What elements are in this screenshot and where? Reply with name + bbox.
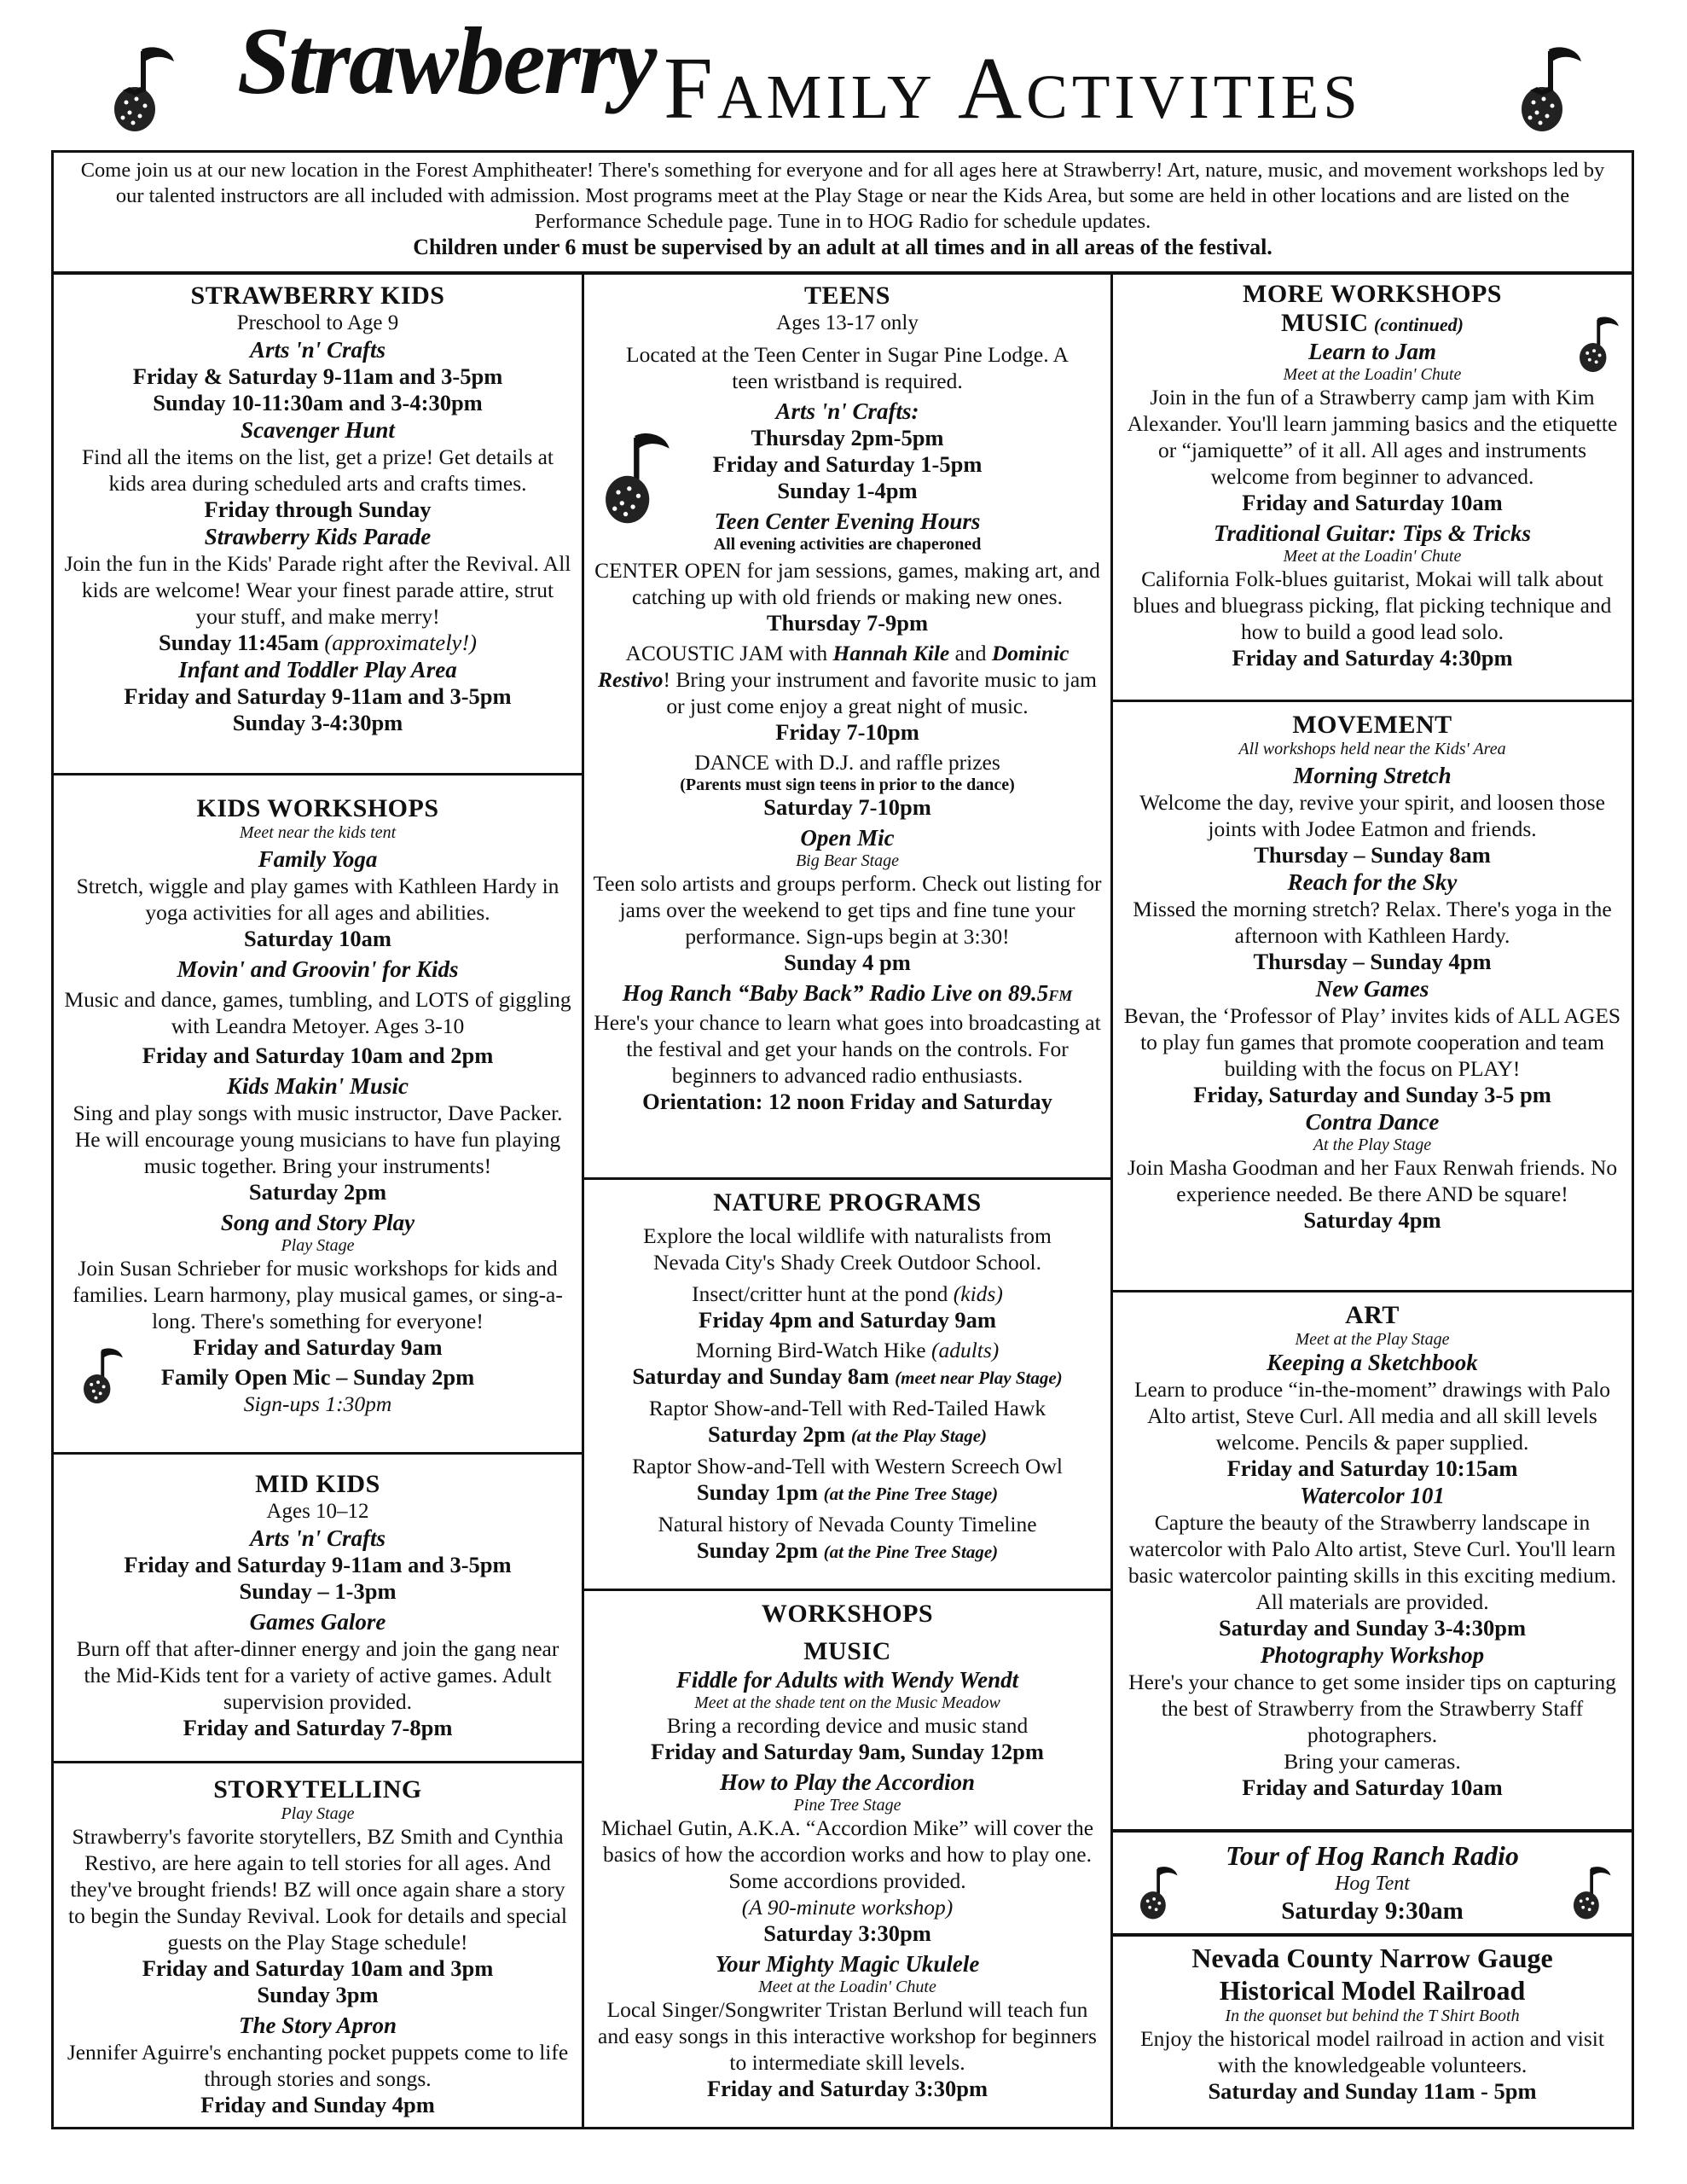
activity-time: Saturday 9:30am: [1281, 1897, 1464, 1925]
activity-time: Thursday 2pm-5pm: [751, 425, 944, 450]
fm-label: FM: [1048, 987, 1073, 1004]
location-note: (meet near Play Stage): [895, 1368, 1063, 1388]
activity-desc: CENTER OPEN for jam sessions, games, making art, and catching up with old friends or making new ones.: [594, 558, 1100, 609]
title-caps: Family Activities: [664, 39, 1362, 137]
activity-desc: Jennifer Aguirre's enchanting pocket puppets come to life through stories and songs.: [67, 2040, 569, 2091]
activity-time: Saturday 7-10pm: [763, 794, 931, 820]
continued-note: (continued): [1373, 314, 1464, 335]
activity-desc: DANCE with D.J. and raffle prizes: [694, 750, 1000, 775]
duration-note: (A 90-minute workshop): [741, 1895, 954, 1920]
activity-time: [62, 630, 573, 656]
activity-title: Strawberry Kids Parade: [204, 524, 432, 549]
activity-desc: Stretch, wiggle and play games with Kathleen Hardy in yoga activities for all ages and abilities.: [76, 874, 559, 925]
age-range: Ages 13-17 only: [776, 311, 919, 334]
strawberry-note-icon: [1508, 43, 1585, 136]
subsection-heading: MUSIC: [803, 1637, 891, 1665]
music-label: MUSIC: [1280, 309, 1369, 337]
activity-title: Reach for the Sky: [1287, 869, 1458, 895]
activity-desc: Missed the morning stretch? Relax. There's yoga in the afternoon with Kathleen Hardy.: [1133, 897, 1612, 948]
activity-time: Friday and Saturday 10:15am: [1226, 1455, 1518, 1481]
location-text: Located at the Teen Center in Sugar Pine Lodge. A teen wristband is required.: [626, 342, 1069, 393]
activity-time: Saturday 4pm: [1303, 1207, 1441, 1233]
activity-time: [593, 1537, 1102, 1565]
time-text: Sunday 2pm: [696, 1537, 824, 1563]
audience-note: (kids): [953, 1281, 1003, 1306]
intro-text: Come join us at our new location in the Forest Amphitheater! There's something for everyone and for all ages here at Strawberry! Art, nature, music, and movement workshops led by our talented instructors are all included with admission. Most programs meet at the Play Stage or near the Kids Area, but some are held in other locations and are listed on the Performance Schedule page. Tune in to HOG Radio for schedule updates.: [80, 159, 1605, 233]
activity-desc: [593, 1281, 1102, 1307]
activity-desc: Local Singer/Songwriter Tristan Berlund will teach fun and easy songs in this interactive workshop for beginners to intermediate skill levels.: [598, 1997, 1097, 2075]
activity-desc: Michael Gutin, A.K.A. “Accordion Mike” will cover the basics of how the accordion works and how to play one. Some accordions provided.: [600, 1815, 1094, 1893]
activity-time: Friday 4pm and Saturday 9am: [699, 1307, 996, 1333]
activity-desc: Strawberry's favorite storytellers, BZ Smith and Cynthia Restivo, are here again to tell stories for all ages. And they've brought friends! BZ will once again share a story to begin the Sunday Revival. Look for details and special guests on the Play Stage schedule!: [68, 1824, 567, 1955]
activity-title: How to Play the Accordion: [720, 1769, 975, 1795]
section-more-workshops: [1113, 275, 1632, 700]
activity-time: Friday and Saturday 9-11am and 3-5pm: [124, 683, 512, 709]
activity-desc: Burn off that after-dinner energy and join the gang near the Mid-Kids tent for a variety of active games. Adult supervision provided.: [76, 1636, 559, 1714]
activity-desc: Enjoy the historical model railroad in action and visit with the knowledgeable volunteers.: [1140, 2026, 1604, 2077]
section-heading: MID KIDS: [255, 1470, 380, 1498]
activity-time: Saturday and Sunday 3-4:30pm: [1218, 1615, 1527, 1641]
location-note: Big Bear Stage: [795, 851, 900, 870]
activity-title: Nevada County Narrow Gauge: [1191, 1943, 1553, 1973]
activity-title: Learn to Jam: [1307, 339, 1436, 364]
activity-title: Tour of Hog Ranch Radio: [1226, 1840, 1519, 1871]
strawberry-note-icon: [74, 1345, 125, 1407]
activity-time: Saturday and Sunday 11am - 5pm: [1208, 2078, 1537, 2104]
activity-title: Photography Workshop: [1260, 1642, 1485, 1668]
activity-title: Games Galore: [249, 1609, 386, 1635]
section-nature-programs: [584, 1177, 1110, 1589]
activity-time: Friday and Sunday 4pm: [200, 2092, 435, 2117]
activity-desc: Sing and play songs with music instructor, Dave Packer. He will encourage young musicians to have fun playing music together. Bring your instruments!: [72, 1101, 563, 1178]
column-right: [1113, 275, 1632, 2127]
activity-time: [593, 1479, 1102, 1507]
chaperone-note: All evening activities are chaperoned: [713, 535, 982, 554]
program-name: Raptor Show-and-Tell with Western Screech Owl: [632, 1454, 1063, 1478]
activity-time: Friday and Saturday 10am and 3pm: [142, 1955, 494, 1981]
section-movement: [1113, 700, 1632, 1290]
activity-time: Sunday 3-4:30pm: [232, 710, 403, 735]
activity-desc: [593, 1337, 1102, 1363]
program-name: Morning Bird-Watch Hike: [695, 1338, 931, 1362]
activity-title: Morning Stretch: [1293, 763, 1452, 788]
activity-time: Family Open Mic – Sunday 2pm: [160, 1364, 475, 1390]
activity-time: Friday and Saturday 3:30pm: [706, 2076, 988, 2101]
activity-title: Watercolor 101: [1300, 1483, 1445, 1508]
activity-title: Movin' and Groovin' for Kids: [177, 956, 459, 982]
activity-time: Friday 7-10pm: [775, 719, 919, 745]
schedule-frame: [51, 271, 1634, 2129]
time-text: Sunday 11:45am: [159, 630, 319, 655]
page-header: [0, 0, 1687, 145]
program-name: Raptor Show-and-Tell with Red-Tailed Hawk: [648, 1396, 1046, 1420]
activity-desc: Learn to produce “in-the-moment” drawings with Palo Alto artist, Steve Curl. All media and all skill levels welcome. Pencils & paper supplied.: [1134, 1377, 1610, 1455]
activity-title: Kids Makin' Music: [226, 1073, 409, 1099]
performer-name: Dominic Restivo: [598, 641, 1070, 692]
location-note: (at the Play Stage): [850, 1426, 988, 1446]
activity-desc: Join Masha Goodman and her Faux Renwah friends. No experience needed. Be there AND be square!: [1127, 1155, 1618, 1206]
jam-text: ACOUSTIC JAM with: [625, 641, 833, 665]
activity-title: Infant and Toddler Play Area: [178, 657, 457, 682]
location-note: Pine Tree Stage: [793, 1796, 901, 1815]
activity-title: Song and Story Play: [220, 1210, 415, 1235]
activity-desc: Join Susan Schrieber for music workshops for kids and families. Learn harmony, play musical games, or sing-a-long. There's something for everyone!: [72, 1256, 563, 1333]
section-model-railroad: [1113, 1933, 1632, 2128]
activity-title: Arts 'n' Crafts:: [775, 398, 919, 424]
performer-name: Hannah Kile: [832, 641, 950, 665]
activity-desc: Bring a recording device and music stand: [666, 1713, 1029, 1738]
section-kids-workshops: [54, 773, 582, 1452]
time-text: Sunday 1pm: [696, 1479, 824, 1505]
location-note: Meet at the Play Stage: [1295, 1330, 1450, 1349]
strawberry-note-icon: [1570, 314, 1621, 375]
intro-box: [51, 150, 1634, 271]
activity-title: Fiddle for Adults with Wendy Wendt: [675, 1667, 1019, 1693]
parent-note: (Parents must sign teens in prior to the dance): [680, 775, 1015, 794]
location-note: Meet at the Loadin' Chute: [1283, 547, 1462, 566]
section-heading: MORE WORKSHOPS: [1243, 280, 1502, 308]
signup-note: Sign-ups 1:30pm: [243, 1391, 392, 1416]
activity-time: Friday & Saturday 9-11am and 3-5pm: [132, 363, 503, 389]
activity-title: Traditional Guitar: Tips & Tricks: [1213, 520, 1532, 546]
activity-time: Friday and Saturday 10am and 2pm: [142, 1043, 494, 1068]
activity-time: [593, 1421, 1102, 1449]
activity-desc: Explore the local wildlife with naturalists from Nevada City's Shady Creek Outdoor School.: [643, 1223, 1052, 1275]
section-workshops: [584, 1589, 1110, 2128]
activity-time: Friday and Saturday 4:30pm: [1232, 645, 1513, 671]
column-middle: [584, 275, 1113, 2127]
activity-desc: Here's your chance to get some insider tips on capturing the best of Strawberry from the Strawberry Staff photographers.: [1128, 1670, 1616, 1747]
location-note: Meet near the kids tent: [239, 823, 397, 842]
location-note: Play Stage: [281, 1804, 355, 1823]
location-note: (at the Pine Tree Stage): [823, 1542, 999, 1562]
strawberry-note-icon: [1565, 1863, 1613, 1923]
activity-desc: Welcome the day, revive your spirit, and loosen those joints with Jodee Eatmon and friends.: [1139, 790, 1605, 841]
section-teens: [584, 275, 1110, 1177]
activity-time: Friday and Saturday 9am, Sunday 12pm: [651, 1739, 1044, 1764]
time-note: (approximately!): [324, 630, 477, 655]
audience-note: (adults): [930, 1338, 1000, 1362]
activity-time: Saturday 3:30pm: [763, 1920, 931, 1946]
subsection-heading: [1122, 309, 1623, 338]
time-text: Saturday and Sunday 8am: [632, 1363, 896, 1389]
location-note: (at the Pine Tree Stage): [823, 1484, 999, 1504]
section-strawberry-kids: [54, 275, 582, 773]
title-script: Strawberry: [237, 9, 656, 114]
age-range: Preschool to Age 9: [236, 311, 399, 334]
activity-time: Friday, Saturday and Sunday 3-5 pm: [1193, 1082, 1551, 1107]
program-name: Natural history of Nevada County Timeline: [658, 1512, 1037, 1536]
activity-time: Sunday 3pm: [257, 1982, 379, 2007]
section-tour-hog-radio: [1113, 1829, 1632, 1933]
location-note: All workshops held near the Kids' Area: [1238, 740, 1506, 758]
activity-time: Friday and Saturday 1-5pm: [712, 451, 983, 477]
strawberry-note-icon: [1132, 1863, 1180, 1923]
section-storytelling: [54, 1761, 582, 2128]
activity-title: Your Mighty Magic Ukulele: [715, 1951, 980, 1977]
activity-title: Historical Model Railroad: [1219, 1975, 1526, 2006]
location-note: At the Play Stage: [1313, 1136, 1432, 1154]
activity-time: Thursday – Sunday 8am: [1254, 842, 1491, 868]
strawberry-note-icon: [101, 43, 177, 136]
activity-time: Sunday 10-11:30am and 3-4:30pm: [153, 390, 483, 415]
activity-title: [593, 979, 1102, 1009]
activity-time: Sunday 1-4pm: [777, 478, 918, 503]
section-heading: MOVEMENT: [1292, 711, 1452, 739]
intro-supervision-note: Children under 6 must be supervised by an adult at all times and in all areas of the festival.: [413, 235, 1272, 259]
activity-desc: Here's your chance to learn what goes into broadcasting at the festival and get your hands on the controls. For beginners to advanced radio enthusiasts.: [594, 1010, 1101, 1088]
location-note: In the quonset but behind the T Shirt Booth: [1225, 2007, 1520, 2025]
activity-title: The Story Apron: [238, 2013, 397, 2038]
section-heading: ART: [1345, 1301, 1400, 1329]
activity-time: Orientation: 12 noon Friday and Saturday: [642, 1089, 1052, 1114]
activity-time: Friday and Saturday 9-11am and 3-5pm: [124, 1552, 512, 1577]
jam-text: and: [949, 641, 992, 665]
location-note: Meet at the shade tent on the Music Meadow: [694, 1693, 1000, 1712]
activity-title: Family Yoga: [258, 846, 378, 872]
activity-title: Keeping a Sketchbook: [1267, 1350, 1478, 1375]
activity-time: Friday and Saturday 7-8pm: [183, 1715, 453, 1740]
strawberry-note-icon: [591, 428, 673, 529]
activity-desc: Find all the items on the list, get a prize! Get details at kids area during scheduled arts and crafts times.: [81, 444, 554, 496]
section-heading: WORKSHOPS: [761, 1600, 934, 1628]
activity-title: Teen Center Evening Hours: [714, 508, 981, 534]
activity-time: Friday and Saturday 10am: [1242, 1774, 1503, 1800]
activity-title: New Games: [1315, 976, 1429, 1002]
activity-time: Friday and Saturday 10am: [1242, 490, 1503, 515]
activity-time: Saturday 2pm: [248, 1179, 387, 1205]
activity-time: Sunday – 1-3pm: [239, 1578, 397, 1604]
activity-title: Open Mic: [800, 825, 895, 851]
activity-desc: Capture the beauty of the Strawberry landscape in watercolor with Palo Alto artist, Steve Curl. You'll learn basic watercolor painting skills in this exciting medium. All materials are provided.: [1128, 1510, 1617, 1614]
activity-time: Thursday 7-9pm: [766, 610, 929, 636]
location-note: Meet at the Loadin' Chute: [758, 1978, 936, 1996]
activity-time: [593, 1363, 1102, 1391]
location-note: Hog Tent: [1335, 1873, 1410, 1895]
section-heading: NATURE PROGRAMS: [713, 1188, 982, 1217]
age-range: Ages 10–12: [266, 1500, 369, 1523]
activity-desc: Join in the fun of a Strawberry camp jam with Kim Alexander. You'll learn jamming basics and the etiquette or “jamiquette” of it all. All ages and instruments welcome from beginner to advanced.: [1127, 385, 1618, 489]
activity-time: Saturday 10am: [243, 926, 391, 951]
activity-time: Friday through Sunday: [204, 497, 432, 522]
section-heading: TEENS: [804, 282, 890, 310]
activity-desc: Music and dance, games, tumbling, and LOTS of giggling with Leandra Metoyer. Ages 3-10: [64, 987, 571, 1038]
column-left: [54, 275, 584, 2127]
activity-desc: Bevan, the ‘Professor of Play’ invites kids of ALL AGES to play fun games that promote cooperation and team building with the focus on PLAY!: [1123, 1003, 1621, 1081]
activity-title: Arts 'n' Crafts: [249, 1525, 386, 1551]
section-heading: STRAWBERRY KIDS: [190, 282, 445, 310]
section-heading: KIDS WORKSHOPS: [196, 794, 439, 822]
location-note: Meet at the Loadin' Chute: [1283, 365, 1462, 384]
activity-desc: Join the fun in the Kids' Parade right after the Revival. All kids are welcome! Wear your finest parade attire, strut your stuff, and make merry!: [64, 551, 571, 629]
activity-title: Scavenger Hunt: [241, 417, 395, 443]
time-text: Saturday 2pm: [707, 1421, 851, 1447]
activity-time: Sunday 4 pm: [784, 950, 911, 975]
section-art: [1113, 1290, 1632, 1829]
program-name: Insect/critter hunt at the pond: [692, 1281, 954, 1306]
activity-desc: [593, 640, 1102, 719]
activity-desc: California Folk-blues guitarist, Mokai will talk about blues and bluegrass picking, flat picking technique and how to build a good lead solo.: [1133, 566, 1612, 644]
activity-time: Friday and Saturday 9am: [193, 1334, 443, 1360]
location-note: Play Stage: [281, 1236, 355, 1255]
radio-title-text: Hog Ranch “Baby Back” Radio Live on 89.5: [622, 980, 1049, 1006]
activity-title: Arts 'n' Crafts: [249, 337, 386, 363]
section-mid-kids: [54, 1452, 582, 1761]
jam-text: ! Bring your instrument and favorite music to jam or just come enjoy a great night of music.: [663, 667, 1097, 718]
activity-desc: Bring your cameras.: [1284, 1749, 1461, 1774]
activity-desc: Teen solo artists and groups perform. Check out listing for jams over the weekend to get tips and fine tune your performance. Sign-ups begin at 3:30!: [593, 871, 1102, 949]
activity-time: Thursday – Sunday 4pm: [1253, 949, 1492, 974]
activity-title: Contra Dance: [1305, 1109, 1440, 1135]
section-heading: STORYTELLING: [213, 1775, 422, 1804]
